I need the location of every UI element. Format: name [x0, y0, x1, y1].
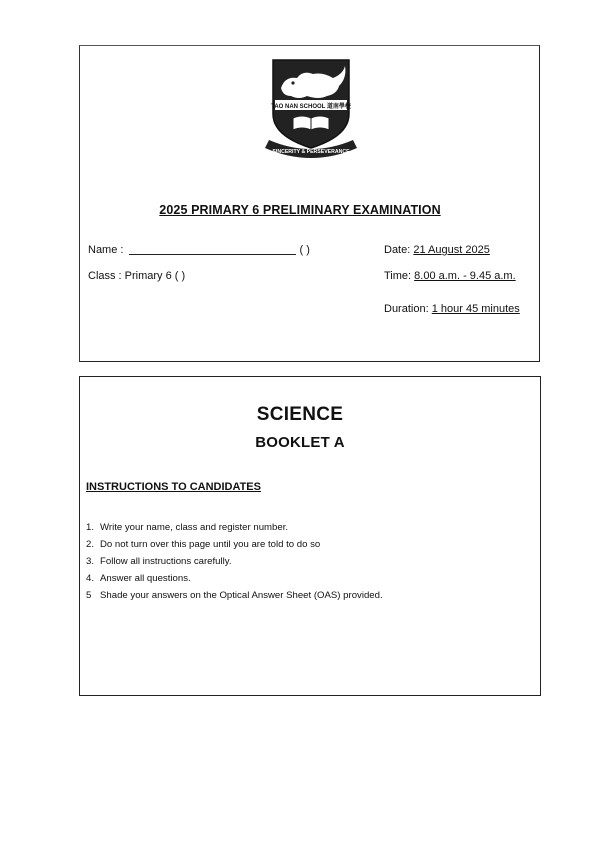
instructions-list: [86, 519, 383, 604]
date-value: 21 August 2025: [413, 244, 490, 256]
name-field[interactable]: [88, 244, 310, 256]
class-field: [88, 270, 185, 282]
instruction-item: 5 Shade your answers on the Optical Answer Sheet (OAS) provided.: [86, 590, 383, 601]
date-field: [384, 244, 490, 256]
time-value: 8.00 a.m. - 9.45 a.m.: [414, 270, 516, 282]
subject-title: SCIENCE: [256, 404, 344, 425]
exam-title: 2025 PRIMARY 6 PRELIMINARY EXAMINATION: [159, 203, 441, 217]
crest-motto: SINCERITY & PERSEVERANCE: [272, 149, 350, 155]
name-label: Name :: [88, 244, 124, 256]
date-label: Date:: [384, 244, 411, 256]
instruction-item: 1. Write your name, class and register number.: [86, 522, 289, 533]
instruction-item: 3. Follow all instructions carefully.: [86, 556, 232, 567]
instruction-item: 2. Do not turn over this page until you are told to do so: [86, 539, 321, 550]
time-field: [384, 270, 516, 282]
booklet-title: BOOKLET A: [255, 434, 345, 451]
duration-field: [384, 303, 520, 315]
duration-value: 1 hour 45 minutes: [431, 303, 520, 315]
name-blank-line[interactable]: [129, 244, 296, 255]
register-number-paren: ( ): [299, 244, 310, 256]
time-label: Time:: [384, 270, 412, 282]
class-label: Class : Primary 6 ( ): [88, 270, 186, 282]
instructions-heading: INSTRUCTIONS TO CANDIDATES: [86, 481, 261, 493]
instruction-item: 4. Answer all questions.: [86, 573, 191, 584]
duration-label: Duration:: [384, 303, 429, 315]
crest-school-name: TAO NAN SCHOOL 道南學校: [271, 104, 351, 110]
school-crest-logo: [263, 56, 359, 166]
